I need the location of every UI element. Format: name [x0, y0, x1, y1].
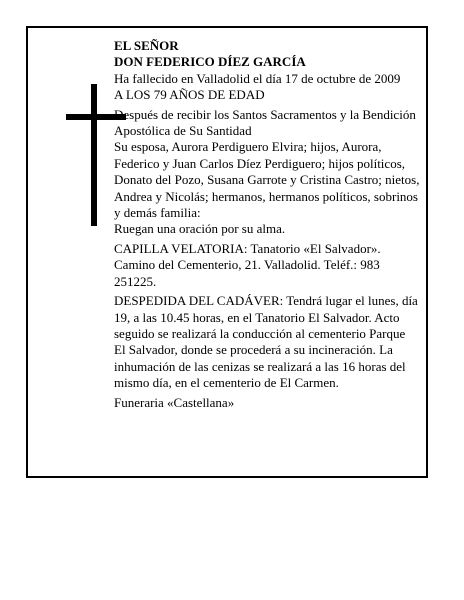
cross-vertical-bar	[91, 84, 97, 226]
farewell-info: DESPEDIDA DEL CADÁVER: Tendrá lugar el lunes, día 19, a las 10.45 horas, en el Tanatorio El Salvador. Acto seguido se realizará la conducción al cementerio Parque El Salvador, donde se procederá a su incineración. La inhumación de las cenizas se realizará a las 16 horas del mismo día, en el cementerio de El Carmen.	[114, 293, 418, 391]
title-line-1: EL SEÑOR	[114, 38, 179, 53]
death-statement: Ha fallecido en Valladolid el día 17 de octubre de 2009	[114, 70, 401, 86]
family-list: Su esposa, Aurora Perdiguero Elvira; hijos, Aurora, Federico y Juan Carlos Díez Perdiguero; hijos políticos, Donato del Pozo, Susana Garrote y Cristina Castro; nietos, Andrea y Nicolás; hermanos, hermanos políticos, sobrinos y demás familia:	[114, 139, 420, 221]
sacraments-statement: Después de recibir los Santos Sacramentos y la Bendición Apostólica de Su Santidad	[114, 106, 416, 139]
age-statement: A LOS 79 AÑOS DE EDAD	[114, 87, 265, 103]
chapel-info: CAPILLA VELATORIA: Tanatorio «El Salvador». Camino del Cementerio, 21. Valladolid. Teléf.: 983 251225.	[114, 240, 381, 289]
obituary-text	[114, 38, 420, 411]
funeral-home: Funeraria «Castellana»	[114, 394, 235, 410]
prayer-request: Ruegan una oración por su alma.	[114, 221, 286, 237]
deceased-name: DON FEDERICO DÍEZ GARCÍA	[114, 54, 306, 70]
